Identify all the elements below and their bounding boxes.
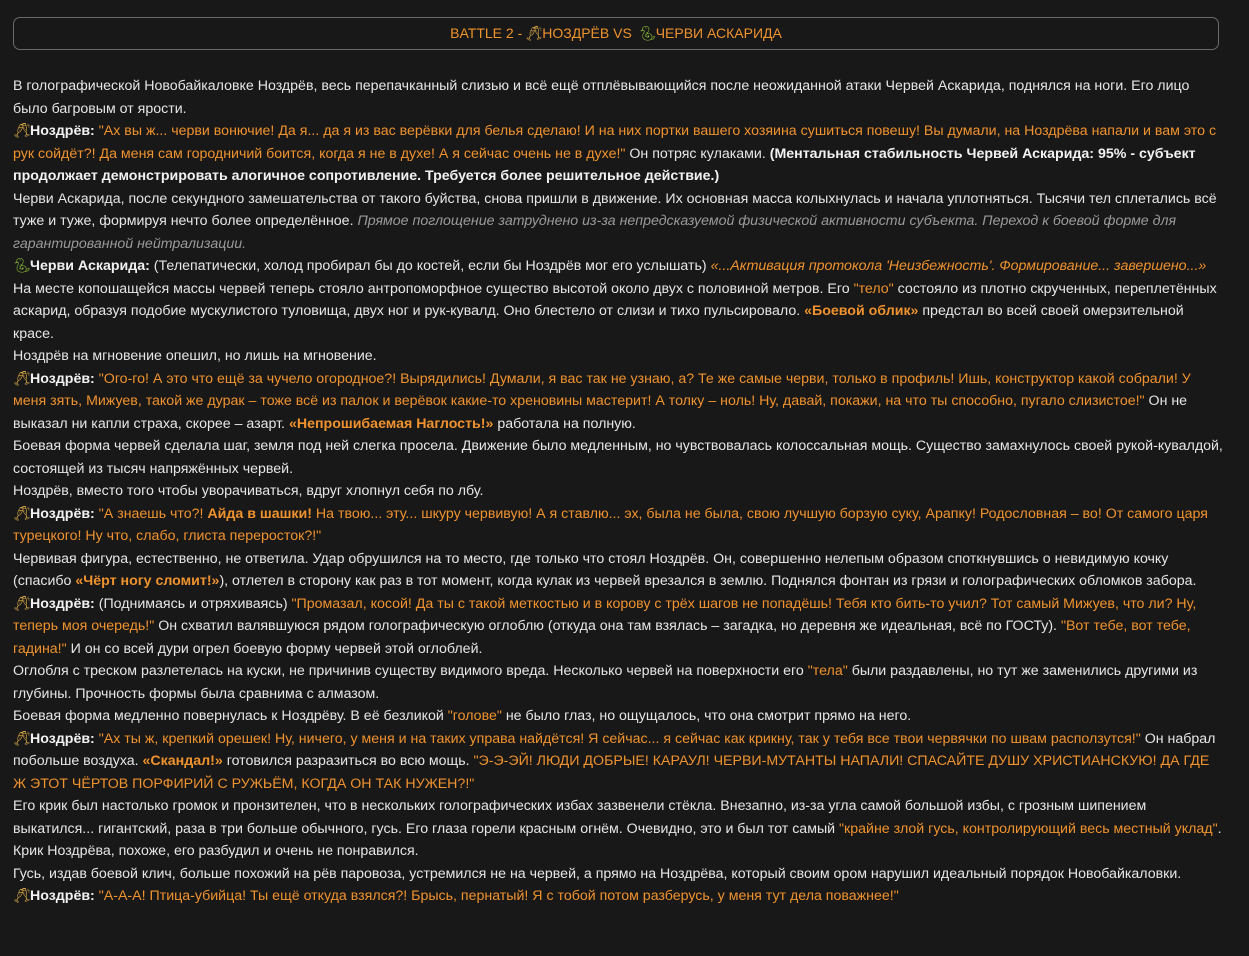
dialogue-line-nozdrev xyxy=(13,368,1225,436)
speaker-name: Ноздрёв: xyxy=(30,123,95,139)
battle-title-prefix: BATTLE 2 - xyxy=(450,25,523,42)
narration: состояло из плотно скрученных, переплетённых аскарид, образуя подобие мускулистого туловища, двух ног и рук-кувалд. Оно блестело от слизи и тихо пульсировало. xyxy=(13,280,1217,319)
champagne-glasses-icon: 🥂︎ xyxy=(13,123,32,139)
champagne-glasses-icon: 🥂︎ xyxy=(13,888,32,904)
narration: Гусь, издав боевой клич, больше похожий на рёв паровоза, устремился не на червей, а прямо на Ноздрёва, который своим ором нарушил идеальный порядок Новобайкаловки. xyxy=(13,865,1182,882)
narration: Черви Аскарида, после секундного замешательства от такого буйства, снова пришли в движение. Их основная масса колыхнулась и начала уплотняться. Тысячи тел сплетались всё туже и туже, формируя нечто более определённое. xyxy=(13,190,1217,229)
quote: "тело" xyxy=(853,280,894,297)
story-paragraph xyxy=(13,75,1225,120)
system-status: (Ментальная стабильность Червей Аскарида: 95% - субъект продолжает демонстрировать алогичное сопротивление. Требуется более решительное действие.) xyxy=(13,145,1196,184)
battle-title-bar xyxy=(13,17,1219,50)
quote: "Э-Э-ЭЙ! ЛЮДИ ДОБРЫЕ! КАРАУЛ! ЧЕРВИ-МУТАНТЫ НАПАЛИ! СПАСАЙТЕ ДУШУ ХРИСТИАНСКУЮ! ДА ГДЕ Ж ЭТОТ ЧЁРТОВ ПОРФИРИЙ С РУЖЬЁМ, КОГДА ОН ТАК НУЖЕН?!" xyxy=(13,753,1210,792)
quote: "Вот тебе, вот тебе, гадина!" xyxy=(13,618,1191,657)
narration: Ноздрёв, вместо того чтобы уворачиваться, вдруг хлопнул себя по лбу. xyxy=(13,483,484,499)
narration: (Поднимаясь и отряхиваясь) xyxy=(94,595,292,612)
narration: Его крик был настолько громок и пронзителен, что в нескольких голографических избах зазвенели стёкла. Внезапно, из-за угла самой большой избы, с грозным шипением выкатился... гигантский, раза в три больше обычного, гусь. Его глаза горели красным огнём. Очевидно, это и был тот самый xyxy=(13,798,1147,837)
story-paragraph xyxy=(13,480,1225,503)
narration: Он схватил валявшуюся рядом голографическую оглоблю (откуда она там взялась – загадка, но деревня же идеальная, всё по ГОСТу). xyxy=(154,618,1061,634)
narration: На месте копошащейся массы червей теперь стояло антропоморфное существо высотой около двух с половиной метров. Его xyxy=(13,280,854,297)
champagne-glasses-icon: 🥂︎ xyxy=(13,505,32,522)
story-paragraph xyxy=(13,660,1225,705)
narration: Он набрал побольше воздуха. xyxy=(13,730,1216,769)
worm-icon: 🐍︎ xyxy=(638,25,657,42)
quote: "А знаешь что?! xyxy=(98,505,204,522)
narration: Ноздрёв на мгновение опешил, но лишь на мгновение. xyxy=(13,348,377,364)
quote: "крайне злой гусь, контролирующий весь местный уклад" xyxy=(839,820,1218,837)
dialogue-line-nozdrev xyxy=(13,885,1225,908)
story-paragraph xyxy=(13,863,1225,886)
narration: были раздавлены, но тут же заменились другими из глубины. Прочность формы была сравнима с алмазом. xyxy=(13,663,1198,702)
story-paragraph xyxy=(13,278,1225,346)
speaker-name: Черви Аскарида: xyxy=(30,258,150,274)
champagne-glasses-icon: 🥂︎ xyxy=(13,730,32,747)
battle-vs: VS xyxy=(613,25,632,42)
narration: И он со всей дури огрел боевую форму червей этой оглоблей. xyxy=(66,640,483,657)
quote: "тела" xyxy=(807,663,848,679)
ability-name: Айда в шашки! xyxy=(203,505,312,522)
ability-name: «Непрошибаемая Наглость!» xyxy=(288,415,494,432)
story-paragraph xyxy=(13,345,1225,368)
champagne-glasses-icon: 🥂︎ xyxy=(13,595,32,612)
champagne-glasses-icon: 🥂︎ xyxy=(13,370,32,387)
narration: готовился разразиться во всю мощь. xyxy=(222,753,474,769)
quote: "Ах ты ж, крепкий орешек! Ну, ничего, у меня и на таких управа найдётся! Я сейчас... я сейчас как крикну, так у тебя все твои червячки по швам расползутся!" xyxy=(98,730,1141,747)
dialogue-line-nozdrev xyxy=(13,593,1225,661)
story-paragraph xyxy=(13,188,1225,256)
speaker-name: Ноздрёв: xyxy=(30,505,95,522)
narration: В голографической Новобайкаловке Ноздрёв, весь перепачканный слизью и всё ещё отплёвывающийся после неожиданной атаки Червей Аскарида, поднялся на ноги. Его лицо было багровым от ярости. xyxy=(13,78,1190,117)
dialogue-line-worms xyxy=(13,255,1225,278)
narration: не было глаз, но ощущалось, что она смотрит прямо на него. xyxy=(501,708,912,724)
dialogue-line-nozdrev xyxy=(13,503,1225,548)
narration: Оглобля с треском разлетелась на куски, не причинив существу видимого вреда. Несколько червей на поверхности его xyxy=(13,663,808,679)
quote: На твою... эту... шкуру червивую! А я ставлю... эх, была не была, свою лучшую борзую суку, Арапку! Родословная – во! От самого царя турецкого! Ну что, слабо, глиста переросток?!" xyxy=(13,505,1208,544)
dialogue-line-nozdrev xyxy=(13,728,1225,796)
system-note: Прямое поглощение затруднено из-за непредсказуемой физической активности субъекта. Переход к боевой форме для гарантированной нейтрализации. xyxy=(13,213,1177,252)
ability-name: «Чёрт ногу сломит!» xyxy=(75,573,220,589)
quote: "Ого-го! А это что ещё за чучело огородное?! Вырядились! Думали, я вас так не узнаю, а? Те же самые черви, только в профиль! Ишь, конструктор какой собрали! У меня зять, Мижуев, такой же дурак – тоже всё из палок и верёвок какие-то хреновины мастерит! А толку – ноль! Ну, давай, покажи, на что ты способно, пугало слизистое!" xyxy=(13,370,1191,409)
narration: (Телепатически, холод пробирал бы до костей, если бы Ноздрёв мог его услышать) xyxy=(149,258,711,274)
ability-name: «Скандал!» xyxy=(142,753,223,769)
narration: Боевая форма червей сделала шаг, земля под ней слегка просела. Движение было медленным, но чувствовалась колоссальная мощь. Существо замахнулось своей рукой-кувалдой, состоящей из тысяч напряжённых червей. xyxy=(13,438,1223,477)
quote: "А-А-А! Птица-убийца! Ты ещё откуда взялся?! Брысь, пернатый! Я с тобой потом разберусь, у меня тут дела поважнее!" xyxy=(98,888,899,904)
ability-name: «Боевой облик» xyxy=(804,303,919,319)
story-paragraph xyxy=(13,795,1225,863)
worm-icon: 🐍︎ xyxy=(13,258,32,274)
narration: Он не выказал ни капли страха, скорее – азарт. xyxy=(13,393,1188,432)
speaker-name: Ноздрёв: xyxy=(30,370,95,387)
speaker-name: Ноздрёв: xyxy=(30,888,95,904)
speaker-name: Ноздрёв: xyxy=(30,595,95,612)
speaker-name: Ноздрёв: xyxy=(30,730,95,747)
battle-right-name: ЧЕРВИ АСКАРИДА xyxy=(655,25,782,42)
quote: "Ах вы ж... черви вонючие! Да я... да я из вас верёвки для белья сделаю! И на них портки вашего хозяина сушиться повешу! Вы думали, на Ноздрёва напали и вам это с рук сойдёт?! Да меня сам городничий боится, когда я не в духе! А я сейчас очень не в духе!" xyxy=(13,123,1217,162)
story-text xyxy=(13,75,1225,908)
story-paragraph xyxy=(13,548,1225,593)
dialogue-line-nozdrev xyxy=(13,120,1225,188)
narration: ), отлетел в сторону как раз в тот момент, когда кулак из червей врезался в землю. Поднялся фонтан из грязи и голографических обломков забора. xyxy=(219,573,1197,589)
narration: Боевая форма медленно повернулась к Ноздрёву. В её безликой xyxy=(13,708,448,724)
story-paragraph xyxy=(13,705,1225,728)
narration: . Крик Ноздрёва, похоже, его разбудил и очень не понравился. xyxy=(13,820,1222,859)
quote: "голове" xyxy=(447,708,502,724)
quote: "Промазал, косой! Да ты с такой меткостью и в корову с трёх шагов не попадёшь! Тебя кто бить-то учил? Тот самый Мижуев, что ли? Ну, теперь моя очередь!" xyxy=(13,595,1197,634)
narration: Он потряс кулаками. xyxy=(625,145,770,162)
champagne-glasses-icon: 🥂︎ xyxy=(525,25,544,42)
story-paragraph xyxy=(13,435,1225,480)
narration: предстал во всей своей омерзительной красе. xyxy=(13,303,1184,342)
narration: работала на полную. xyxy=(493,415,636,432)
battle-left-name: НОЗДРЁВ xyxy=(542,25,610,42)
narration: Червивая фигура, естественно, не ответила. Удар обрушился на то место, где только что стоял Ноздрёв. Он, совершенно нелепым образом споткнувшись о невидимую кочку (спасибо xyxy=(13,550,1169,589)
telepathic-quote: «...Активация протокола 'Неизбежность'. Формирование... завершено...» xyxy=(710,258,1207,274)
